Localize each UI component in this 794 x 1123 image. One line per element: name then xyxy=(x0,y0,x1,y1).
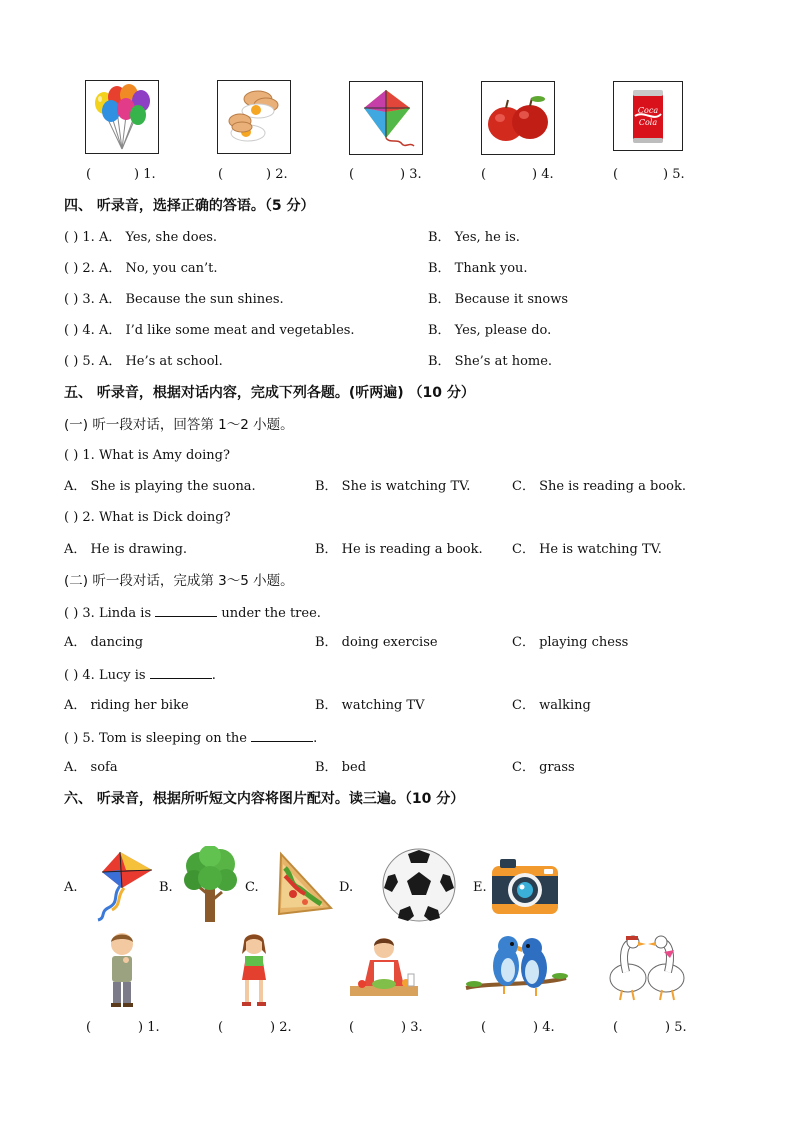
answer-paren-open: ( xyxy=(218,167,224,182)
sandwich-icon xyxy=(271,848,337,920)
picture-box-3 xyxy=(349,81,423,155)
answer-paren-close: ) 4. xyxy=(532,167,554,182)
section-6-title: 六、 听录音，根据所听短文内容将图片配对。读三遍。（10 分） xyxy=(64,791,465,807)
geese-icon xyxy=(604,932,690,1004)
answer-blank[interactable] xyxy=(155,604,217,617)
option-picture-d xyxy=(380,846,458,924)
option-b: B． She is watching TV. xyxy=(315,479,471,494)
option-c: C． playing chess xyxy=(512,635,629,650)
question-4-1: ( ) 1. A． Yes, she does. xyxy=(64,230,218,245)
question-5-1: ( ) 1. What is Amy doing? xyxy=(64,448,230,463)
option-picture-b xyxy=(182,846,240,924)
question-5-3-text: ( ) 3. Linda is xyxy=(64,606,152,621)
option-b: B． He is reading a book. xyxy=(315,542,483,557)
girl-icon xyxy=(232,930,276,1010)
kite-icon xyxy=(350,82,422,154)
question-5-3 xyxy=(64,604,321,622)
option-b: B． She’s at home. xyxy=(428,354,553,369)
option-b: B． watching TV xyxy=(315,698,425,713)
picture-box-5 xyxy=(613,81,683,151)
option-b: B． Thank you. xyxy=(428,261,528,276)
question-4-4: ( ) 4. A． I’d like some meat and vegetables. xyxy=(64,323,355,338)
option-a: A． sofa xyxy=(64,760,118,775)
option-label-c: C. xyxy=(245,880,259,895)
question-5-3-tail: under the tree. xyxy=(221,606,321,621)
option-c: C． grass xyxy=(512,760,575,775)
answer-blank[interactable] xyxy=(251,729,313,742)
answer-paren-open: ( xyxy=(86,1020,92,1035)
question-5-4-tail: . xyxy=(211,668,216,683)
answer-paren-open: ( xyxy=(481,167,487,182)
answer-paren-close: ) 4. xyxy=(533,1020,555,1035)
section-4-title: 四、 听录音，选择正确的答语。（5 分） xyxy=(64,198,315,214)
svg-text:Cola: Cola xyxy=(638,118,658,127)
apples-icon xyxy=(482,82,554,154)
option-c: C． She is reading a book. xyxy=(512,479,686,494)
balloons-icon xyxy=(86,81,158,153)
picture-box-2 xyxy=(217,80,291,154)
answer-paren-open: ( xyxy=(218,1020,224,1035)
question-5-5-text: ( ) 5. Tom is sleeping on the xyxy=(64,731,247,746)
question-4-2: ( ) 2. A． No, you can’t. xyxy=(64,261,218,276)
tree-icon xyxy=(182,846,240,924)
football-icon xyxy=(380,846,458,924)
option-b: B． Because it snows xyxy=(428,292,569,307)
option-b: B． doing exercise xyxy=(315,635,438,650)
answer-paren-close: ) 3. xyxy=(401,1020,423,1035)
item-picture-1 xyxy=(100,930,144,1010)
eggs-icon xyxy=(218,81,290,153)
option-a: A． riding her bike xyxy=(64,698,189,713)
option-picture-c xyxy=(271,848,337,920)
item-picture-2 xyxy=(232,930,276,1010)
answer-paren-close: ) 5. xyxy=(665,1020,687,1035)
option-c: C． walking xyxy=(512,698,591,713)
option-label-d: D. xyxy=(339,880,354,895)
answer-paren-close: ) 1. xyxy=(138,1020,160,1035)
birds-icon xyxy=(464,932,568,1008)
answer-blank[interactable] xyxy=(150,666,212,679)
question-5-4-text: ( ) 4. Lucy is xyxy=(64,668,146,683)
answer-paren-open: ( xyxy=(613,1020,619,1035)
option-picture-a xyxy=(90,850,156,922)
answer-paren-open: ( xyxy=(349,167,355,182)
answer-paren-open: ( xyxy=(349,1020,355,1035)
option-label-b: B. xyxy=(159,880,173,895)
question-5-5 xyxy=(64,729,317,747)
svg-text:Coca: Coca xyxy=(637,106,659,115)
part-1-instruction: (一) 听一段对话，回答第 1～2 小题。 xyxy=(64,417,294,433)
kite-icon xyxy=(90,850,156,922)
option-c: C． He is watching TV. xyxy=(512,542,662,557)
option-b: B． Yes, please do. xyxy=(428,323,552,338)
answer-paren-close: ) 5. xyxy=(663,167,685,182)
option-label-e: E. xyxy=(473,880,487,895)
answer-paren-close: ) 2. xyxy=(270,1020,292,1035)
camera-icon xyxy=(488,856,562,918)
section-5-title: 五、 听录音，根据对话内容，完成下列各题。(听两遍) （10 分） xyxy=(64,385,475,401)
option-a: A． dancing xyxy=(64,635,144,650)
question-5-5-tail: . xyxy=(313,731,318,746)
option-a: A． She is playing the suona. xyxy=(64,479,256,494)
answer-paren-open: ( xyxy=(481,1020,487,1035)
question-5-4 xyxy=(64,666,216,684)
option-label-a: A. xyxy=(64,880,78,895)
answer-paren-close: ) 1. xyxy=(134,167,156,182)
part-2-instruction: (二) 听一段对话，完成第 3～5 小题。 xyxy=(64,573,294,589)
item-picture-5 xyxy=(604,932,690,1004)
answer-paren-open: ( xyxy=(86,167,92,182)
cola-can-icon xyxy=(614,82,682,150)
option-a: A． He is drawing. xyxy=(64,542,188,557)
option-picture-e xyxy=(488,856,562,918)
boy-icon xyxy=(100,930,144,1010)
option-b: B． Yes, he is. xyxy=(428,230,520,245)
answer-paren-open: ( xyxy=(613,167,619,182)
answer-paren-close: ) 2. xyxy=(266,167,288,182)
answer-paren-close: ) 3. xyxy=(400,167,422,182)
question-4-3: ( ) 3. A． Because the sun shines. xyxy=(64,292,284,307)
cooking-woman-icon xyxy=(348,934,420,1000)
question-4-5: ( ) 5. A． He’s at school. xyxy=(64,354,223,369)
question-5-2: ( ) 2. What is Dick doing? xyxy=(64,510,231,525)
option-b: B． bed xyxy=(315,760,367,775)
item-picture-3 xyxy=(348,934,420,1000)
item-picture-4 xyxy=(464,932,568,1008)
picture-box-1 xyxy=(85,80,159,154)
picture-box-4 xyxy=(481,81,555,155)
